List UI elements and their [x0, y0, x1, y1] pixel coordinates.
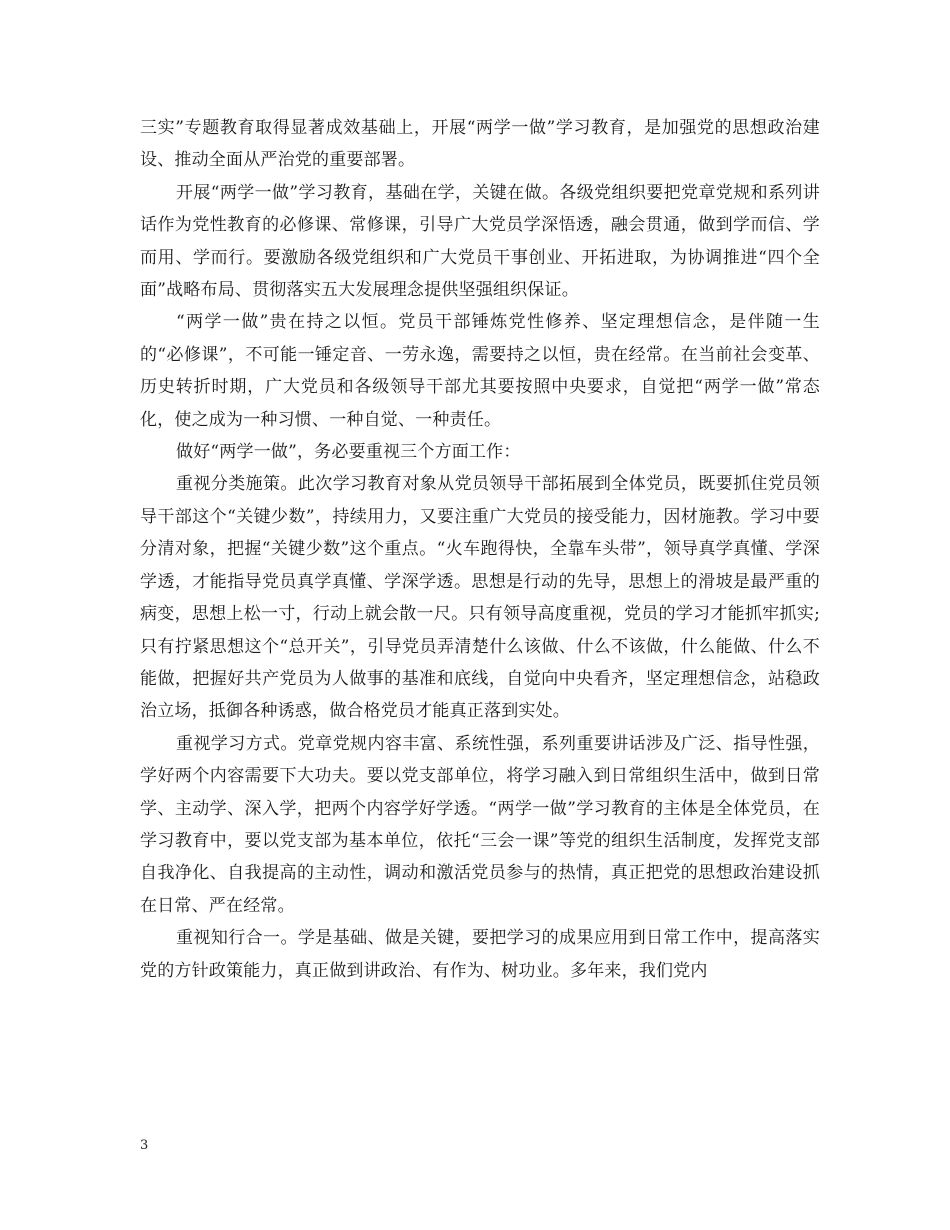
paragraph-5: 重视分类施策。此次学习教育对象从党员领导干部拓展到全体党员，既要抓住党员领导干部这个“关键少数”，持续用力，又要注重广大党员的接受能力，因材施教。学习中要分清对象，把握“关键少数”这个重点。“火车跑得快，全靠车头带”，领导真学真懂、学深学透，才能指导党员真学真懂、学深学透。思想是行动的先导，思想上的滑坡是最严重的病变，思想上松一寸，行动上就会散一尺。只有领导高度重视，党员的学习才能抓牢抓实;只有拧紧思想这个“总开关”，引导党员弄清楚什么该做、什么不该做，什么能做、什么不能做，把握好共产党员为人做事的基准和底线，自觉向中央看齐，坚定理想信念，站稳政治立场，抵御各种诱惑，做合格党员才能真正落到实处。 [140, 474, 820, 722]
paragraph-7: 重视知行合一。学是基础、做是关键，要把学习的成果应用到日常工作中，提高落实党的方针政策能力，真正做到讲政治、有作为、树功业。多年来，我们党内 [140, 928, 820, 981]
document-body [140, 112, 820, 987]
page-number: 3 [140, 1138, 149, 1153]
paragraph-3: “两学一做”贵在持之以恒。党员干部锤炼党性修养、坚定理想信念，是伴随一生的“必修课”，不可能一锤定音、一劳永逸，需要持之以恒，贵在经常。在当前社会变革、历史转折时期，广大党员和各级领导干部尤其要按照中央要求，自觉把“两学一做”常态化，使之成为一种习惯、一种自觉、一种责任。 [140, 312, 820, 430]
paragraph-4: 做好“两学一做”，务必要重视三个方面工作： [176, 442, 521, 463]
paragraph-1: 三实”专题教育取得显著成效基础上，开展“两学一做”学习教育，是加强党的思想政治建设、推动全面从严治党的重要部署。 [140, 118, 820, 171]
paragraph-6: 重视学习方式。党章党规内容丰富、系统性强，系列重要讲话涉及广泛、指导性强，学好两个内容需要下大功夫。要以党支部单位，将学习融入到日常组织生活中，做到日常学、主动学、深入学，把两个内容学好学透。“两学一做”学习教育的主体是全体党员，在学习教育中，要以党支部为基本单位，依托“三会一课”等党的组织生活制度，发挥党支部自我净化、自我提高的主动性，调动和激活党员参与的热情，真正把党的思想政治建设抓在日常、严在经常。 [140, 733, 820, 916]
paragraph-2: 开展“两学一做”学习教育，基础在学，关键在做。各级党组织要把党章党规和系列讲话作为党性教育的必修课、常修课，引导广大党员学深悟透，融会贯通，做到学而信、学而用、学而行。要激励各级党组织和广大党员干事创业、开拓进取，为协调推进“四个全面”战略布局、贯彻落实五大发展理念提供坚强组织保证。 [140, 182, 820, 301]
